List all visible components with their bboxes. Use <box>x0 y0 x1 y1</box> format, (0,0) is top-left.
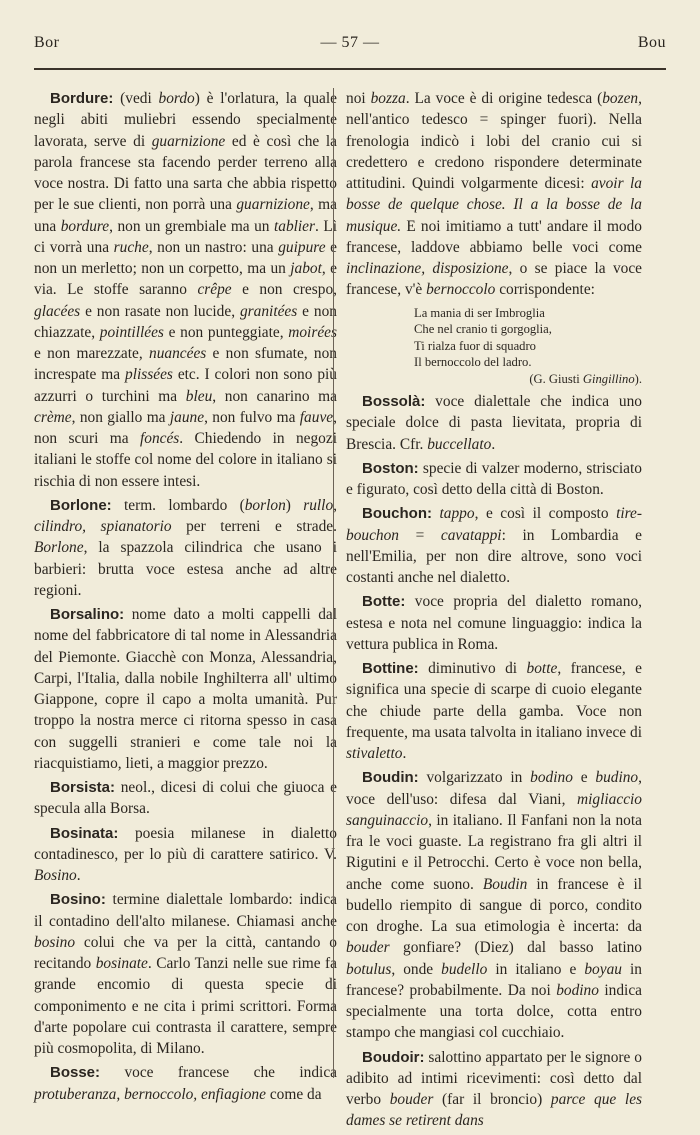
italic-term: borlon <box>244 496 286 514</box>
verse-source-work: Gingillino <box>582 371 635 386</box>
entry-text: noi <box>346 90 371 107</box>
entry-text: salottino appartato per le signore o adibito ad intimi ricevimenti: così detto dal verbo <box>346 1048 642 1108</box>
verse-line: Che nel cranio ti gorgoglia, <box>414 322 552 336</box>
italic-term: bozza <box>370 90 406 107</box>
entry-text: e non un merletto; non un corpetto, ma un <box>34 238 337 277</box>
entry-text: . Lì ci vorrà una <box>34 217 338 256</box>
italic-term: moirées <box>288 323 337 341</box>
entry-text: voce propria del dialetto romano, estesa e nota nel comune linguaggio: indica la vettura publica in Roma. <box>346 593 642 653</box>
entry-text: , onde <box>391 960 442 978</box>
entry-text: diminutivo di <box>418 660 527 677</box>
italic-term: avoir la bosse de quelque chose. Il a la bosse de la musique. <box>346 175 642 235</box>
dictionary-entry-bordure <box>34 88 337 492</box>
verse-source-end: ). <box>634 371 642 386</box>
entry-text: voce francese che indica <box>100 1064 337 1082</box>
italic-term: Boudin <box>482 875 528 893</box>
dictionary-entry-borsista <box>34 777 337 820</box>
italic-term: jaune <box>169 408 205 426</box>
page-number: — 57 — <box>320 34 380 51</box>
verse-line: Il bernoccolo del ladro. <box>414 355 532 369</box>
entry-text: indica specialmente una torta dolce, cotta entro stampo che mangiasi col cucchiaio. <box>346 981 642 1042</box>
entry-text: in francese? probabilmente. Da noi <box>346 960 642 999</box>
left-column <box>34 88 337 1108</box>
dictionary-entry-bosse-cont <box>346 88 642 301</box>
italic-term: guipure <box>278 238 326 256</box>
italic-term: crème <box>34 408 72 426</box>
italic-term: guarnizione <box>236 196 310 214</box>
entry-text: , non giallo ma <box>71 408 170 426</box>
entry-text: ed è così che la parola francese sta facendo perder terreno alla voce nostra. Di fatto una sarta che abbia rispetto per le sue clienti, non porrà una <box>34 132 337 214</box>
dictionary-entry-bosse <box>34 1062 337 1105</box>
entry-text: ) è l'orlatura, la quale negli abiti muliebri essendo specialmente lavorata, serve di <box>34 90 337 150</box>
right-column <box>346 88 642 1135</box>
italic-term: stivaletto <box>346 745 403 762</box>
entry-text: per terreni e strade. <box>171 518 337 535</box>
verse-source <box>414 371 642 388</box>
italic-term: botulus <box>346 960 392 978</box>
verse-line: Ti rialza fuor di squadro <box>414 338 536 353</box>
italic-term: bosinate <box>95 955 148 972</box>
entry-text: . Carlo Tanzi nelle sue rime fa grande encomio di questa specie di componimento e ne cita i primi scrittori. Forma d'arte popolare cui contrasta il carattere, sempre più cosmopolita, di Milano. <box>34 955 337 1057</box>
italic-term: Borlone <box>34 539 84 557</box>
italic-term: ruche <box>113 238 149 256</box>
headword: Boudin: <box>362 769 419 787</box>
italic-term: bodino <box>530 769 573 787</box>
entry-text: , non fulvo ma <box>204 408 300 426</box>
header-left-guide-word: Bor <box>34 34 60 51</box>
verse-line: La mania di ser Imbroglia <box>414 305 545 320</box>
right-column-top <box>346 88 642 301</box>
italic-term: bodino <box>556 981 599 999</box>
italic-term: migliaccio sanguinaccio <box>346 790 642 829</box>
entry-text: , voce dell'uso: difesa dal Viani, <box>346 769 642 808</box>
italic-term: pointillées <box>99 323 164 341</box>
entry-text: poesia milanese in dialetto contadinesco, per lo più di carattere satirico. V. <box>34 824 337 863</box>
italic-term: protuberanza, bernoccolo, enfiagione <box>34 1085 266 1103</box>
entry-text: , non scuri ma <box>34 408 337 447</box>
italic-term: bouder <box>346 939 390 957</box>
entry-text: gonfiare? (Diez) dal basso latino <box>389 939 642 957</box>
entry-text: term. lombardo ( <box>111 496 245 514</box>
verse-quotation <box>414 305 642 388</box>
header-rule <box>34 68 666 70</box>
italic-term: parce que les dames se retirent dans <box>346 1091 643 1130</box>
entry-text: nome dato a molti cappelli dal nome del fabbricatore di tal nome in Alessandria del Piemonte. Giacchè con Monza, Alessandria, Carpi, l'Italia, dalla nobile Inghilterra all' ultimo Giappone, copre il capo a molta umanità. Pur troppo la nostra merce ci ritorna spesso in casa con suggelli stranieri e come tale noi la riacquistiamo, lieti, a maggior prezzo. <box>34 606 337 772</box>
entry-text: e non sfumate, non increspate ma <box>34 345 337 384</box>
dictionary-entry-botte <box>346 591 642 655</box>
headword: Borsista: <box>50 779 116 796</box>
entry-text: neol., dicesi di colui che giuoca e specula alla Borsa. <box>34 779 337 818</box>
italic-term: glacées <box>34 302 81 320</box>
italic-term: tablier <box>273 217 316 235</box>
dictionary-entry-borlone <box>34 495 337 601</box>
dictionary-entry-boudoir <box>346 1047 642 1132</box>
entry-text: , in italiano. Il Fanfani non la nota fra le voci guaste. La registrano fra gli altri il Rigutini e il Petrocchi. Certo è voce non bella, anche come suono. <box>346 811 642 893</box>
header-right-guide-word: Bou <box>637 34 666 51</box>
entry-text: . Chiedendo in negozi italiani le stoffe col nome del colore in italiano si rischia di non essere intesi. <box>34 430 337 490</box>
entry-text: . <box>76 867 81 884</box>
italic-term: buccellato <box>427 435 492 453</box>
entry-text: = <box>399 526 441 544</box>
entry-text: . La voce è di origine tedesca ( <box>405 90 603 107</box>
headword: Bordure: <box>50 90 114 107</box>
italic-term: budello <box>441 960 488 978</box>
entry-text: e <box>572 769 596 787</box>
italic-term: botte <box>526 660 558 677</box>
entry-text: (vedi <box>113 90 159 107</box>
italic-term: bleu <box>185 387 213 405</box>
entry-text: . <box>491 435 496 453</box>
headword: Boudoir: <box>362 1048 425 1066</box>
column-divider <box>333 88 334 1078</box>
italic-term: bouder <box>389 1091 434 1108</box>
entry-text: , francese, e significa una specie di scarpe di cuoio elegante che chiude parte della gamba. Voce non frequente, ma usata talvolta in italiano invece di <box>346 660 642 741</box>
italic-term: bosino <box>34 933 76 951</box>
entry-text: (far il broncio) <box>433 1091 551 1108</box>
italic-term: fauve <box>299 408 334 426</box>
dictionary-entry-bouchon <box>346 503 642 588</box>
italic-term: budino <box>595 769 639 787</box>
italic-term: jabot <box>290 260 322 277</box>
dictionary-entry-bosinata <box>34 823 337 887</box>
entry-text: ) <box>285 496 304 514</box>
entry-text: , non un nastro: una <box>148 238 279 256</box>
entry-text: voce dialettale che indica uno speciale dolce di pasta lievitata, propria di Brescia. Cfr. <box>346 393 642 453</box>
entry-text: colui che va per la città, cantando o recitando <box>34 933 337 972</box>
italic-term: granitées <box>239 302 298 320</box>
entry-text: in italiano e <box>487 960 585 978</box>
italic-term: plissées <box>125 366 173 384</box>
headword: Bossolà: <box>362 393 426 410</box>
running-header <box>34 34 666 58</box>
italic-term: foncés <box>139 430 180 447</box>
headword: Borlone: <box>50 496 112 514</box>
entry-text: , non canarino ma <box>212 387 337 405</box>
italic-term: boyau <box>584 960 622 978</box>
italic-term: nuancées <box>149 345 207 362</box>
entry-text: corrispondente: <box>495 281 595 299</box>
headword: Bosinata: <box>50 824 119 842</box>
entry-text: , o se piace la voce francese, v'è <box>346 260 642 299</box>
entry-text: . <box>402 745 407 762</box>
italic-term: guarnizione <box>151 132 226 150</box>
entry-text: e non chiazzate, <box>34 302 337 341</box>
italic-term: Bosino <box>34 867 77 884</box>
headword: Bosino: <box>50 891 106 909</box>
entry-text: , e via. Le stoffe saranno <box>34 260 337 299</box>
entry-text <box>432 505 440 522</box>
dictionary-entry-boston <box>346 458 642 501</box>
entry-text: volgarizzato in <box>418 769 531 787</box>
entry-text: , non un grembiale ma un <box>109 217 274 235</box>
headword: Botte: <box>362 593 406 611</box>
italic-term: inclinazione, disposizione <box>346 260 509 277</box>
italic-term: bordo <box>158 90 195 107</box>
entry-text: termine dialettale lombardo: indica il contadino dell'alto milanese. Chiamasi anche <box>34 891 337 930</box>
dictionary-entry-bossola <box>346 391 642 455</box>
headword: Bouchon: <box>362 505 432 523</box>
dictionary-entry-bosino <box>34 889 337 1059</box>
italic-term: crêpe <box>197 281 232 299</box>
entry-text: come da <box>265 1085 322 1103</box>
headword: Boston: <box>362 459 419 477</box>
entry-text: , la spazzola cilindrica che usano i barbieri: brutta voce estesa anche ad altre regioni. <box>34 539 337 599</box>
italic-term: rullo, cilindro, spianatorio <box>34 496 337 535</box>
entry-text: e non crespo, <box>231 281 337 299</box>
italic-term: tire-bouchon <box>346 505 642 544</box>
entry-text: E noi imitiamo a tutt' andare il modo francese, laddove abbiamo belle voci come <box>346 217 642 256</box>
dictionary-entry-boudin <box>346 767 642 1043</box>
entry-text: , nell'antico tedesco = spinger fuori). Nella frenologia indicò i lobi del cranio cui si credettero e credono rispondere determinate attitudini. Quindi volgarmente dicesi: <box>346 90 642 192</box>
entry-text: e non rasate non lucide, <box>80 302 240 320</box>
entry-text: etc. I colori non sono più azzurri o turchini ma <box>34 366 337 405</box>
headword: Bottine: <box>362 660 419 677</box>
italic-term: bordure <box>60 217 110 235</box>
entry-text: : in Lombardia e nell'Emilia, per non dire altrove, sono voci costanti anche nel dialetto. <box>346 526 642 586</box>
italic-term: tappo <box>439 505 475 523</box>
headword: Borsalino: <box>50 606 125 623</box>
verse-source-author: (G. Giusti <box>529 371 583 386</box>
entry-text: specie di valzer moderno, strisciato e figurato, così detto della città di Boston. <box>346 459 642 498</box>
entry-text: e non punteggiate, <box>163 323 289 341</box>
italic-term: bernoccolo <box>426 281 496 299</box>
entry-text: e non marezzate, <box>34 345 149 362</box>
headword: Bosse: <box>50 1064 101 1082</box>
entry-text: , e così il composto <box>474 505 617 523</box>
dictionary-entry-bottine <box>346 658 642 764</box>
dictionary-entry-borsalino <box>34 604 337 774</box>
entry-text: , ma una <box>34 196 337 235</box>
italic-term: cavatappi <box>440 526 502 544</box>
right-column-bottom <box>346 391 642 1132</box>
entry-text: in francese è il budello riempito di sangue di porco, condito con droghe. La sua etimologia è incerta: da <box>346 875 643 935</box>
italic-term: bozen <box>602 90 639 107</box>
